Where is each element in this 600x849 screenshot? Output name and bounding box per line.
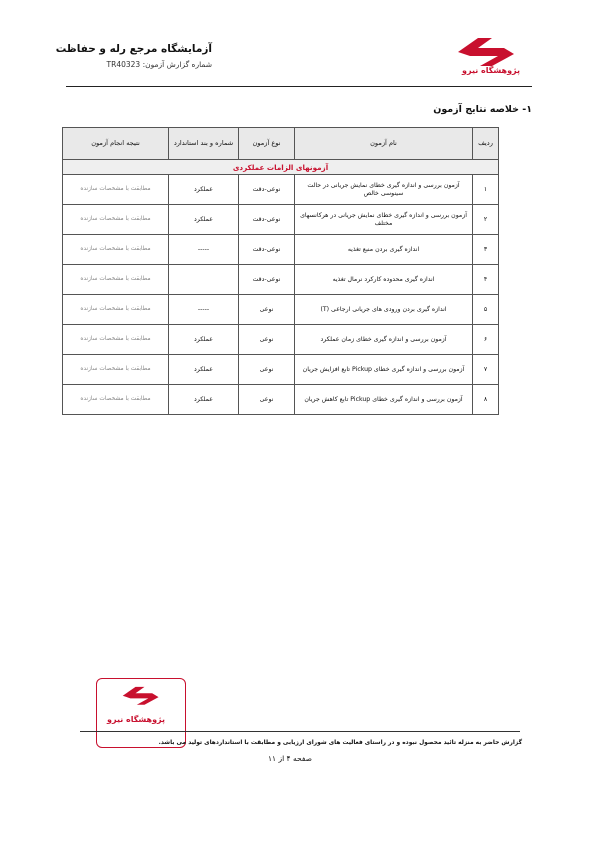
- table-row: [63, 295, 499, 325]
- test-name: اندازه گیری محدوده کارکرد نرمال تغذیه: [295, 265, 473, 295]
- header-row-no: ردیف: [473, 128, 499, 160]
- standard-clause: عملکرد: [169, 385, 239, 415]
- standard-clause: -----: [169, 235, 239, 265]
- header-divider: [66, 86, 532, 87]
- test-result: مطابقت با مشخصات سازنده: [63, 295, 169, 325]
- table-row: [63, 385, 499, 415]
- test-name: آزمون بررسی و اندازه گیری خطای زمان عملکرد: [295, 325, 473, 355]
- standard-clause: [169, 265, 239, 295]
- test-name: آزمون بررسی و اندازه گیری خطای Pickup تابع افزایش جریان: [295, 355, 473, 385]
- header-result: نتیجه انجام آزمون: [63, 128, 169, 160]
- table-row: [63, 355, 499, 385]
- table-header-row: [63, 128, 499, 160]
- header-test-type: نوع آزمون: [239, 128, 295, 160]
- stamp-name: پژوهشگاه نیرو: [107, 715, 166, 724]
- stamp-logo-icon: [115, 683, 165, 715]
- test-type: نوعی-دقت: [239, 205, 295, 235]
- row-no: ۲: [473, 205, 499, 235]
- test-result: مطابقت با مشخصات سازنده: [63, 205, 169, 235]
- header-standard-clause: شماره و بند استاندارد: [169, 128, 239, 160]
- test-type: نوعی-دقت: [239, 175, 295, 205]
- test-name: آزمون بررسی و اندازه گیری خطای نمایش جریانی در هرکانسهای مختلف: [295, 205, 473, 235]
- group-row: [63, 160, 499, 175]
- footer-divider: [80, 731, 520, 732]
- test-name: آزمون بررسی و اندازه گیری خطای نمایش جریانی در حالت سینوسی خالص: [295, 175, 473, 205]
- row-no: ۵: [473, 295, 499, 325]
- test-type: نوعی: [239, 385, 295, 415]
- test-result: مطابقت با مشخصات سازنده: [63, 325, 169, 355]
- test-type: نوعی: [239, 295, 295, 325]
- test-result: مطابقت با مشخصات سازنده: [63, 235, 169, 265]
- row-no: ۸: [473, 385, 499, 415]
- table-row: [63, 175, 499, 205]
- footer-note: گزارش حاضر به منزله تائید محصول نبوده و در راستای فعالیت های شورای ارزیابی و مطابقت با استانداردهای تولید می باشد.: [158, 740, 522, 746]
- group-label: آزمونهای الزامات عملکردی: [63, 160, 499, 175]
- test-result: مطابقت با مشخصات سازنده: [63, 175, 169, 205]
- row-no: ۱: [473, 175, 499, 205]
- row-no: ۶: [473, 325, 499, 355]
- test-result: مطابقت با مشخصات سازنده: [63, 355, 169, 385]
- header-test-name: نام آزمون: [295, 128, 473, 160]
- test-type: نوعی-دقت: [239, 235, 295, 265]
- lab-title: آزمایشگاه مرجع رله و حفاظت: [55, 43, 212, 55]
- test-name: آزمون بررسی و اندازه گیری خطای Pickup تابع کاهش جریان: [295, 385, 473, 415]
- test-name: اندازه گیری بردن منبع تغذیه: [295, 235, 473, 265]
- row-no: ۷: [473, 355, 499, 385]
- report-number: شماره گزارش آزمون: TR40323: [106, 60, 212, 69]
- test-type: نوعی: [239, 355, 295, 385]
- table-row: [63, 235, 499, 265]
- section-title: ۱- خلاصه نتایج آزمون: [433, 104, 532, 115]
- standard-clause: عملکرد: [169, 325, 239, 355]
- results-table: [62, 127, 499, 415]
- page-number: صفحه ۴ از ۱۱: [268, 754, 312, 763]
- test-type: نوعی: [239, 325, 295, 355]
- standard-clause: -----: [169, 295, 239, 325]
- brand-name: پژوهشگاه نیرو: [462, 66, 521, 75]
- standard-clause: عملکرد: [169, 355, 239, 385]
- row-no: ۳: [473, 235, 499, 265]
- table-row: [63, 265, 499, 295]
- test-name: اندازه گیری بردن ورودی های جریانی ارجاعی (T): [295, 295, 473, 325]
- standard-clause: عملکرد: [169, 205, 239, 235]
- standard-clause: عملکرد: [169, 175, 239, 205]
- official-stamp: [96, 678, 186, 748]
- table-row: [63, 205, 499, 235]
- test-result: مطابقت با مشخصات سازنده: [63, 385, 169, 415]
- test-type: نوعی-دقت: [239, 265, 295, 295]
- test-result: مطابقت با مشخصات سازنده: [63, 265, 169, 295]
- row-no: ۴: [473, 265, 499, 295]
- table-row: [63, 325, 499, 355]
